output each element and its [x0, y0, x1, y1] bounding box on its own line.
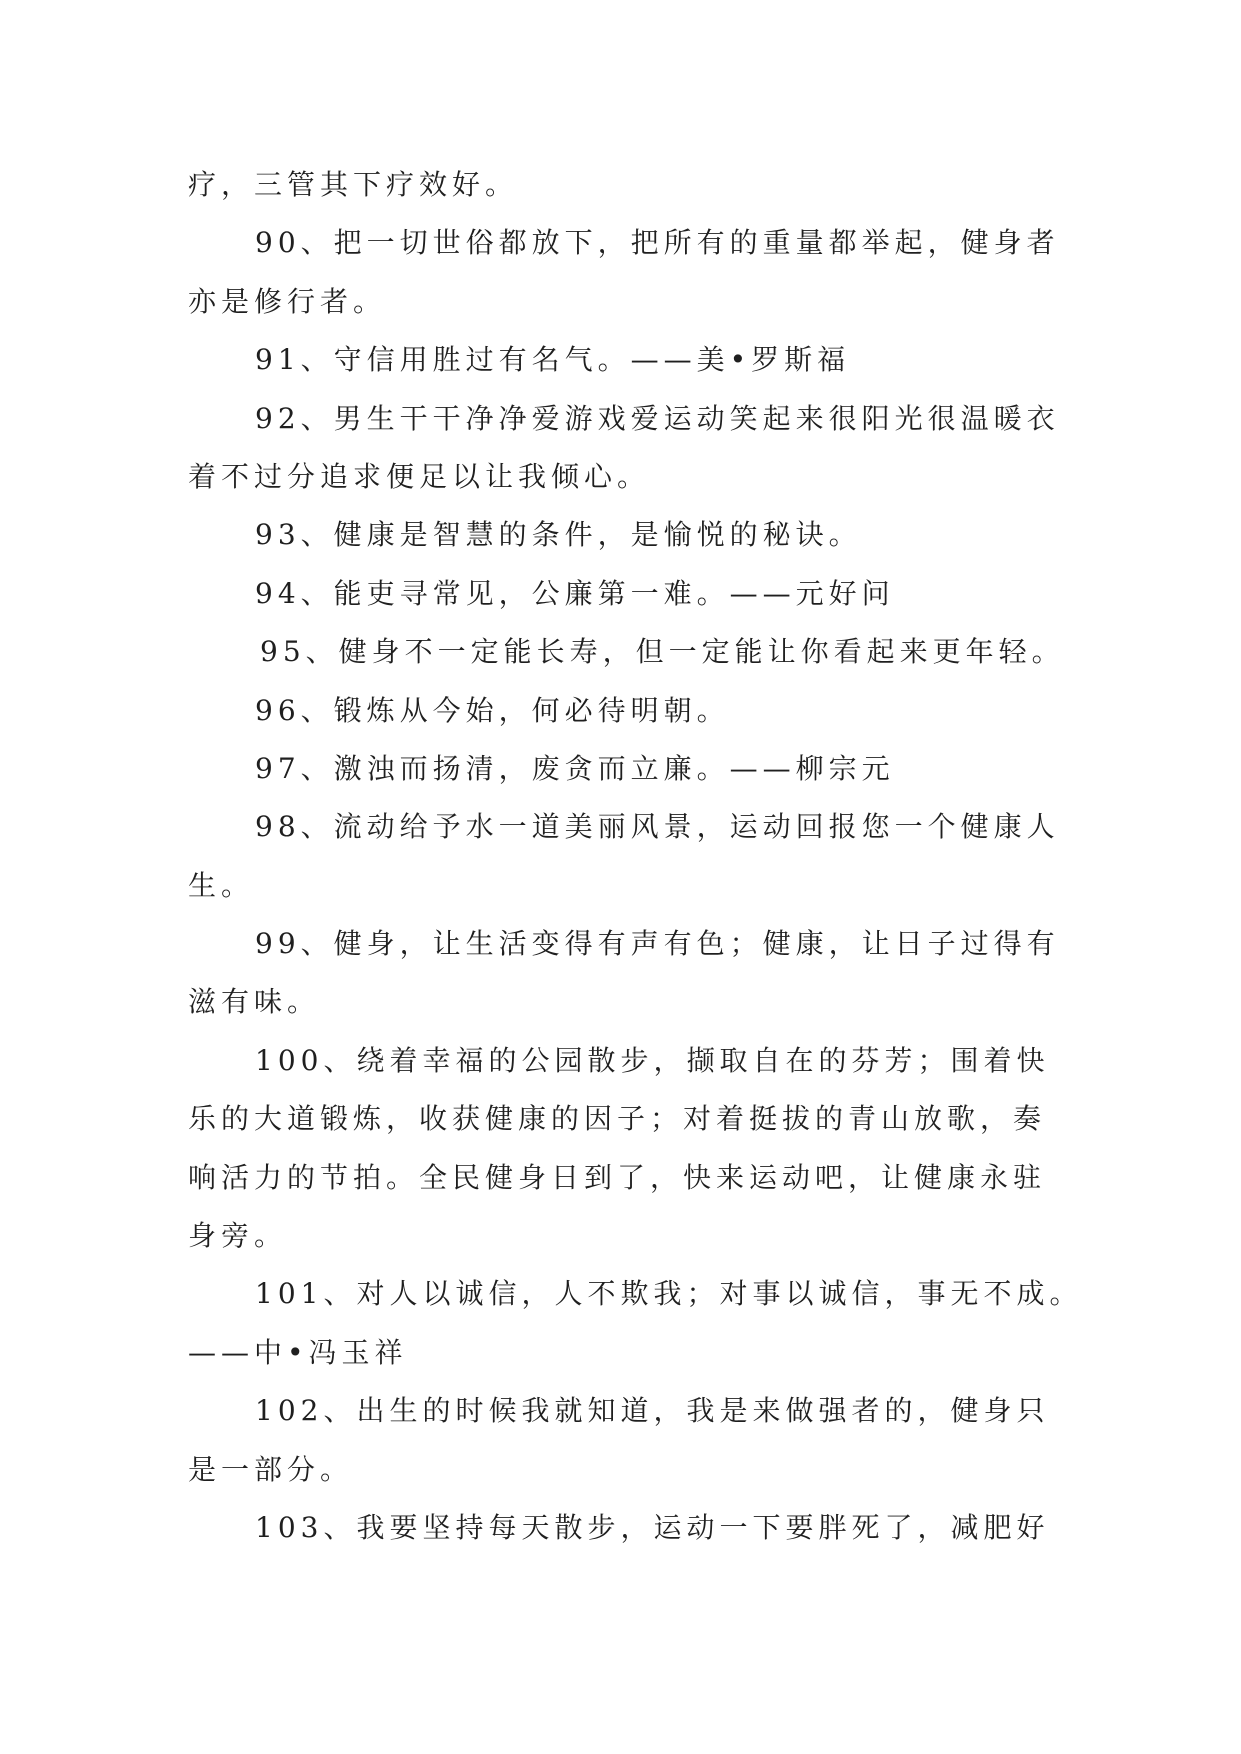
paragraph-item-94: [188, 565, 1088, 623]
text-line: 97、激浊而扬清，废贪而立廉。——柳宗元: [255, 751, 895, 785]
text-line: ——中•冯玉祥: [188, 1335, 408, 1369]
text-line: 身旁。: [188, 1219, 288, 1253]
text-line: 亦是修行者。: [188, 284, 387, 318]
paragraph-item-91: [188, 331, 1088, 389]
paragraph-item-96: [188, 682, 1088, 740]
text-line: 滋有味。: [188, 985, 321, 1019]
paragraph-item-101: [188, 1265, 1088, 1382]
paragraph-item-90: [188, 214, 1088, 331]
text-line: 着不过分追求便足以让我倾心。: [188, 459, 651, 493]
paragraph-item-93: [188, 506, 1088, 564]
text-line: 99、健身，让生活变得有声有色；健康，让日子过得有: [255, 927, 1060, 961]
text-line: 92、男生干干净净爱游戏爱运动笑起来很阳光很温暖衣: [255, 401, 1060, 435]
paragraph-item-98: [188, 798, 1088, 915]
paragraph-item-103: [188, 1499, 1088, 1557]
paragraph-item-99: [188, 915, 1088, 1032]
text-line: 102、出生的时候我就知道，我是来做强者的，健身只: [255, 1394, 1050, 1428]
text-line: 96、锻炼从今始，何必待明朝。: [255, 693, 730, 727]
text-line: 95、健身不一定能长寿，但一定能让你看起来更年轻。: [260, 635, 1065, 669]
text-line: 93、健康是智慧的条件，是愉悦的秘诀。: [255, 518, 862, 552]
text-line: 是一部分。: [188, 1452, 354, 1486]
paragraph-item-95: [188, 623, 1088, 681]
text-line: 101、对人以诚信，人不欺我；对事以诚信，事无不成。: [255, 1277, 1083, 1311]
text-line: 103、我要坚持每天散步，运动一下要胖死了，减肥好: [255, 1510, 1050, 1544]
text-line: 98、流动给予水一道美丽风景，运动回报您一个健康人: [255, 810, 1060, 844]
paragraph-item-102: [188, 1382, 1088, 1499]
paragraph-item-97: [188, 740, 1088, 798]
paragraph-item-100: [188, 1032, 1088, 1266]
text-line: 疗，三管其下疗效好。: [188, 168, 519, 201]
document-body: [188, 156, 1088, 1557]
text-line: 响活力的节拍。全民健身日到了，快来运动吧，让健康永驻: [188, 1160, 1047, 1194]
text-line: 91、守信用胜过有名气。——美•罗斯福: [255, 343, 851, 377]
paragraph-continuation: [188, 156, 1088, 214]
paragraph-item-92: [188, 390, 1088, 507]
text-line: 乐的大道锻炼，收获健康的因子；对着挺拔的青山放歌，奏: [188, 1102, 1047, 1136]
text-line: 94、能吏寻常见，公廉第一难。——元好问: [255, 576, 895, 610]
text-line: 生。: [188, 868, 255, 902]
text-line: 90、把一切世俗都放下，把所有的重量都举起，健身者: [255, 226, 1060, 260]
text-line: 100、绕着幸福的公园散步，撷取自在的芬芳；围着快: [255, 1043, 1050, 1077]
